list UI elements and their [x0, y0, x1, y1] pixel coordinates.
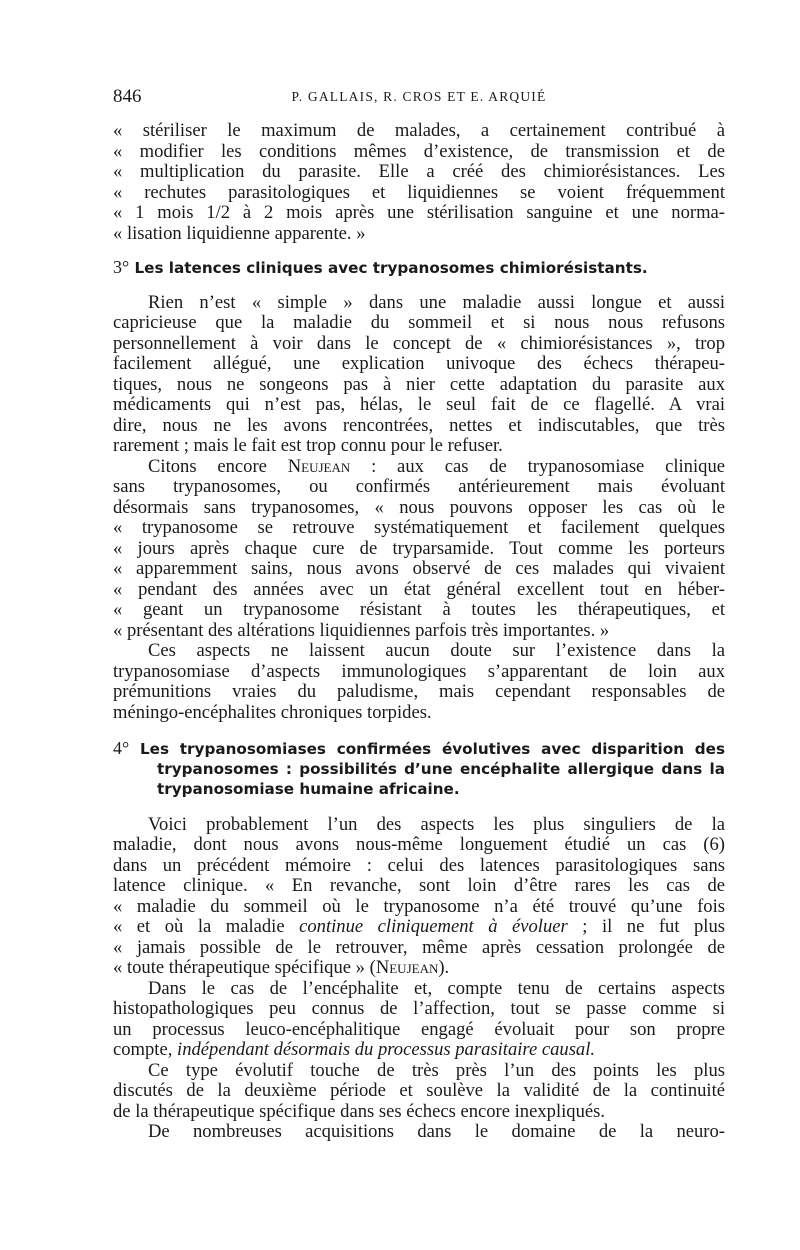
text-line: de la thérapeutique spécifique dans ses échecs encore inexpliqués.: [113, 1100, 606, 1122]
text-line: rarement ; mais le fait est trop connu pour le refuser.: [113, 435, 503, 456]
text-line: discutés de la deuxième période et soulève la validité de la continuité: [113, 1080, 725, 1101]
text-run: Citons encore: [148, 455, 267, 477]
text-line: sans trypanosomes, ou confirmés antérieurement mais évoluant: [113, 476, 725, 497]
section-title-line: trypanosomiase humaine africaine.: [157, 780, 460, 798]
text-line: [113, 457, 725, 478]
text-line: « geant un trypanosome résistant à toutes les thérapeutiques, et: [113, 599, 725, 620]
text-line: « modifier les conditions mêmes d’existence, de transmission et de: [113, 140, 725, 162]
section-number: 4°: [113, 738, 130, 758]
section-title: Les latences cliniques avec trypanosomes chimiorésistants.: [134, 259, 648, 277]
text-line: désormais sans trypanosomes, « nous pouvons opposer les cas où le: [113, 496, 725, 518]
text-line: « maladie du sommeil où le trypanosome n’a été trouvé qu’une fois: [113, 895, 725, 917]
text-line: facilement allégué, une explication univoque des échecs thérapeu-: [113, 353, 725, 374]
text-line: trypanosomiase d’aspects immunologiques s’apparentant de loin aux: [113, 660, 725, 682]
text-line: Ces aspects ne laissent aucun doute sur l’existence dans la: [148, 640, 725, 661]
text-line: capricieuse que la maladie du sommeil et si nous nous refusons: [113, 312, 725, 333]
text-line: « présentant des altérations liquidiennes parfois très importantes. »: [113, 619, 610, 641]
text-run: compte,: [113, 1039, 173, 1060]
text-run: « et où la maladie: [113, 916, 285, 937]
text-line: Ce type évolutif touche de très près l’un des points les plus: [148, 1059, 725, 1081]
page-body: [113, 121, 725, 1143]
text-line: « trypanosome se retrouve systématiquement et facilement quelques: [113, 517, 725, 538]
page-number: 846: [113, 86, 142, 107]
text-line: méningo-encéphalites chroniques torpides.: [113, 701, 432, 723]
text-run: ).: [438, 957, 450, 978]
text-line: prémunitions vraies du paludisme, mais cependant responsables de: [113, 681, 725, 702]
text-line: [113, 1040, 725, 1061]
emphasis-text: indépendant désormais du processus parasitaire causal.: [177, 1039, 596, 1060]
text-line: « rechutes parasitologiques et liquidiennes se voient fréquemment: [113, 181, 725, 203]
text-line: « apparemment sains, nous avons observé de ces malades qui vivaient: [113, 558, 725, 579]
text-line: Voici probablement l’un des aspects les plus singuliers de la: [148, 813, 725, 835]
paragraph: [113, 979, 725, 1061]
text-line: médicaments qui n’est pas, hélas, le seul fait de ce flagellé. A vrai: [113, 394, 725, 415]
text-line: Rien n’est « simple » dans une maladie aussi longue et aussi: [148, 291, 725, 313]
text-line: « 1 mois 1/2 à 2 mois après une stérilisation sanguine et une norma-: [113, 202, 725, 223]
author-name: Neujean: [287, 455, 351, 477]
text-line: histopathologiques peu connus de l’affection, tout se passe comme si: [113, 998, 725, 1019]
section-4-heading: [113, 738, 725, 800]
paragraph: [113, 1122, 725, 1143]
text-line: « lisation liquidienne apparente. »: [113, 222, 366, 244]
text-line: « jamais possible de le retrouver, même après cessation prolongée de: [113, 936, 725, 958]
section-number: 3°: [113, 257, 130, 277]
text-line: « pendant des années avec un état général excellent tout en héber-: [113, 578, 725, 600]
page-header: [113, 86, 725, 110]
text-line: dans un précédent mémoire : celui des latences parasitologiques sans: [113, 854, 725, 876]
text-run: : aux cas de trypanosomiase clinique: [371, 455, 725, 477]
text-line: « multiplication du parasite. Elle a créé des chimiorésistances. Les: [113, 161, 725, 182]
text-line: maladie, dont nous avons nous-même longuement étudié un cas (6): [113, 834, 725, 855]
text-line: [113, 958, 725, 979]
paragraph: [113, 457, 725, 642]
text-line: « jours après chaque cure de tryparsamide. Tout comme les porteurs: [113, 537, 725, 559]
section-title-line: Les trypanosomiases confirmées évolutives avec disparition des: [140, 740, 725, 758]
text-line: De nombreuses acquisitions dans le domaine de la neuro-: [148, 1121, 725, 1142]
section-3-heading: [113, 257, 725, 278]
text-line: Dans le cas de l’encéphalite et, compte tenu de certains aspects: [148, 977, 725, 999]
section-title-line: trypanosomes : possibilités d’une encéphalite allergique dans la: [157, 759, 725, 778]
paragraph: [113, 641, 725, 723]
text-run: ; il ne fut plus: [582, 916, 726, 937]
author-name: Neujean: [375, 957, 439, 978]
emphasis-text: continue cliniquement à évoluer: [299, 916, 568, 937]
paragraph: [113, 1061, 725, 1123]
paragraph: [113, 293, 725, 457]
text-line: dire, nous ne les avons rencontrées, nettes et indiscutables, que très: [113, 414, 725, 436]
running-head: P. GALLAIS, R. CROS ET E. ARQUIÉ: [291, 89, 547, 104]
text-line: « stériliser le maximum de malades, a certainement contribué à: [113, 120, 725, 141]
heading-line: [113, 738, 725, 759]
text-line: latence clinique. « En revanche, sont loin d’être rares les cas de: [113, 875, 725, 896]
quote-block: [113, 121, 725, 244]
text-line: un processus leuco-encéphalitique engagé évoluait pour son propre: [113, 1018, 725, 1040]
text-run: « toute thérapeutique spécifique » (: [113, 957, 376, 978]
text-line: [113, 917, 725, 938]
text-line: tiques, nous ne songeons pas à nier cette adaptation du parasite aux: [113, 373, 725, 395]
text-line: personnellement à voir dans le concept de « chimiorésistances », trop: [113, 332, 725, 354]
paragraph: [113, 815, 725, 979]
